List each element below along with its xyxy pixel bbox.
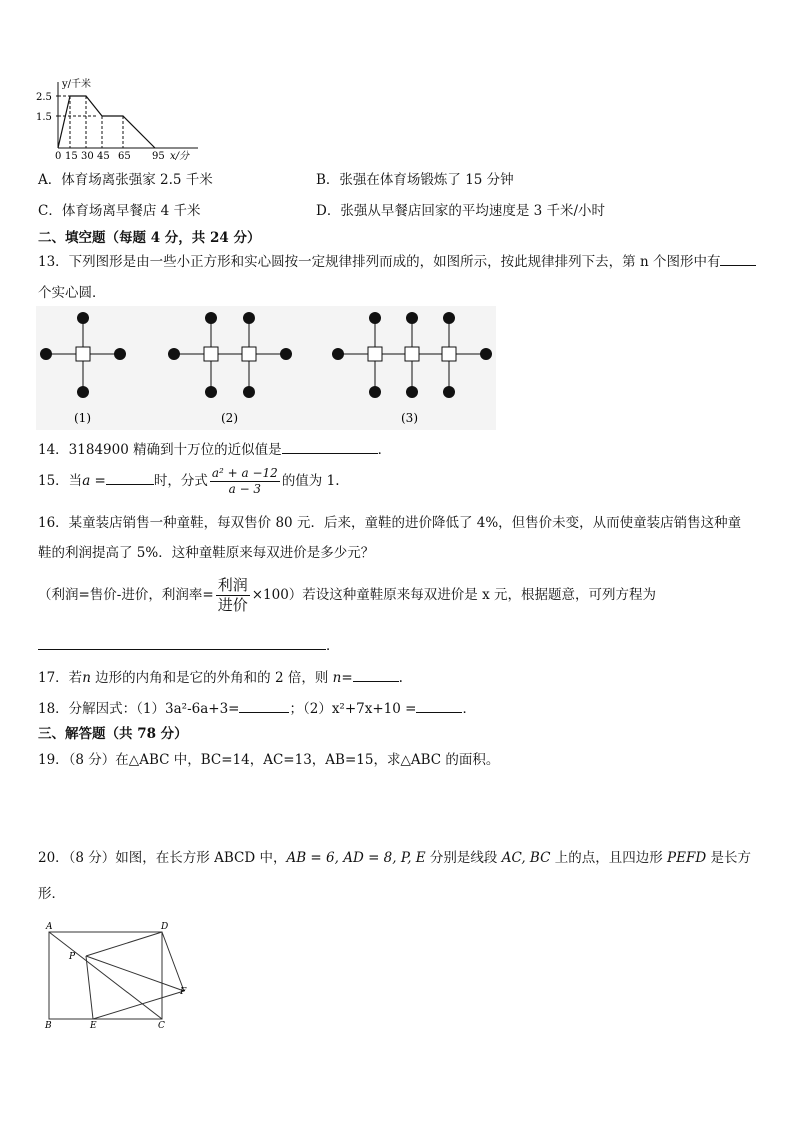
q15-fraction [210, 466, 280, 497]
q18-answer-blank-1[interactable] [239, 698, 289, 713]
q16-answer-blank[interactable] [38, 635, 326, 650]
q14-end: ． [377, 442, 392, 458]
q15-mid: 时，分式 [153, 473, 208, 489]
q16-hint-den: 进价 [217, 596, 248, 614]
option-b: B．张强在体育场锻炼了 15 分钟 [316, 172, 514, 188]
q17-answer-blank[interactable] [353, 667, 399, 682]
x-tick-30: 30 [81, 151, 94, 162]
q20-math3: PEFD [667, 850, 707, 866]
q18-mid: ；（2）x²+7x+10 = [289, 701, 417, 717]
label-f: F [180, 987, 187, 997]
distance-line [58, 96, 155, 148]
x-tick-15: 15 [65, 151, 78, 162]
q17-eq: = [341, 670, 353, 686]
option-a: A．体育场离张强家 2.5 千米 [38, 172, 213, 188]
section-2-title: 二、填空题（每题 4 分，共 24 分） [38, 230, 261, 246]
q20-math: AB = 6, AD = 8, P, E [286, 850, 426, 866]
q17 [38, 666, 403, 686]
q14-answer-blank[interactable] [282, 439, 378, 454]
q16-hint-suffix: ×100）若设这种童鞋原来每双进价是 x 元，根据题意，可列方程为 [251, 587, 656, 603]
option-d: D．张强从早餐店回家的平均速度是 3 千米/小时 [316, 203, 606, 219]
q15-var: a [82, 473, 91, 489]
label-d: D [161, 922, 169, 932]
q15-denominator: a − 3 [228, 482, 262, 496]
q16-profit-rate-fraction [216, 576, 250, 615]
q20-mid: 分别是线段 [425, 850, 502, 866]
label-c: C [158, 1021, 165, 1030]
option-c: C．体育场离早餐店 4 千米 [38, 203, 201, 219]
x-tick-95: 95 [152, 151, 165, 162]
q18 [38, 697, 476, 717]
q20-line2: 形． [38, 886, 65, 902]
section-3-title: 三、解答题（共 78 分） [38, 726, 188, 742]
q15 [38, 466, 339, 497]
q18-answer-blank-2[interactable] [416, 698, 462, 713]
q14 [38, 438, 391, 458]
q15-prefix: 15．当 [38, 473, 83, 489]
q13-pattern-figures [36, 306, 496, 430]
q18-end: ． [462, 701, 476, 717]
x-axis-label: x/分 [170, 151, 190, 162]
q16-end: ． [326, 638, 340, 654]
q17-var2: n [332, 670, 342, 686]
q20-line1 [38, 846, 751, 866]
q14-text: 14．3184900 精确到十万位的近似值是 [38, 442, 282, 458]
figure-2-label: (2) [221, 411, 238, 425]
q13-text: 13．下列图形是由一些小正方形和实心圆按一定规律排列而成的，如图所示，按此规律排列下去，第 n 个图形中有 [38, 254, 721, 270]
q16-answer-line [38, 634, 340, 654]
x-tick-0: 0 [55, 151, 62, 162]
y-tick-2-5: 2.5 [36, 92, 52, 103]
diagonal-ac [49, 932, 162, 1019]
q20-rectangle-figure [40, 918, 200, 1030]
q17-var: n [82, 670, 91, 686]
q13-line2: 个实心圆． [38, 285, 106, 301]
q16-line1: 16．某童装店销售一种童鞋，每双售价 80 元．后来，童鞋的进价降低了 4%，但售价未变，从而使童装店销售这种童 [38, 515, 742, 531]
label-p: P [69, 952, 76, 962]
q15-numerator: a² + a −12 [211, 466, 278, 480]
q17-end: . [398, 670, 403, 686]
y-tick-1-5: 1.5 [36, 112, 52, 123]
q15-eq: = [90, 473, 106, 489]
q20-prefix: 20．（8 分）如图，在长方形 ABCD 中， [38, 850, 287, 866]
q17-prefix: 17．若 [38, 670, 83, 686]
distance-time-graph [30, 76, 205, 162]
q18-prefix: 18．分解因式：（1）3a²-6a+3= [38, 701, 240, 717]
q13-line1 [38, 250, 756, 270]
q16-hint [38, 576, 656, 615]
q17-mid: 边形的内角和是它的外角和的 2 倍，则 [90, 670, 333, 686]
q15-answer-blank[interactable] [106, 470, 154, 485]
q13-answer-blank[interactable] [720, 251, 756, 266]
label-b: B [45, 1021, 52, 1030]
q20-suffix: 上的点，且四边形 [550, 850, 668, 866]
q16-hint-num: 利润 [217, 576, 248, 594]
figure-1-label: (1) [74, 411, 91, 425]
q16-hint-prefix: （利润=售价-进价，利润率= [38, 587, 214, 603]
label-a: A [46, 922, 53, 932]
x-tick-45: 45 [97, 151, 110, 162]
q19: 19．（8 分）在△ABC 中，BC=14，AC=13，AB=15，求△ABC 的面积。 [38, 752, 500, 768]
y-axis-label: y/千米 [62, 79, 92, 90]
q16-line2: 鞋的利润提高了 5%．这种童鞋原来每双进价是多少元？ [38, 545, 375, 561]
q15-end: 的值为 1. [281, 473, 340, 489]
x-tick-65: 65 [118, 151, 131, 162]
q20-math2: AC, BC [501, 850, 551, 866]
figure-3-label: (3) [401, 411, 418, 425]
label-e: E [90, 1021, 97, 1030]
q20-end: 是长方 [706, 850, 751, 866]
